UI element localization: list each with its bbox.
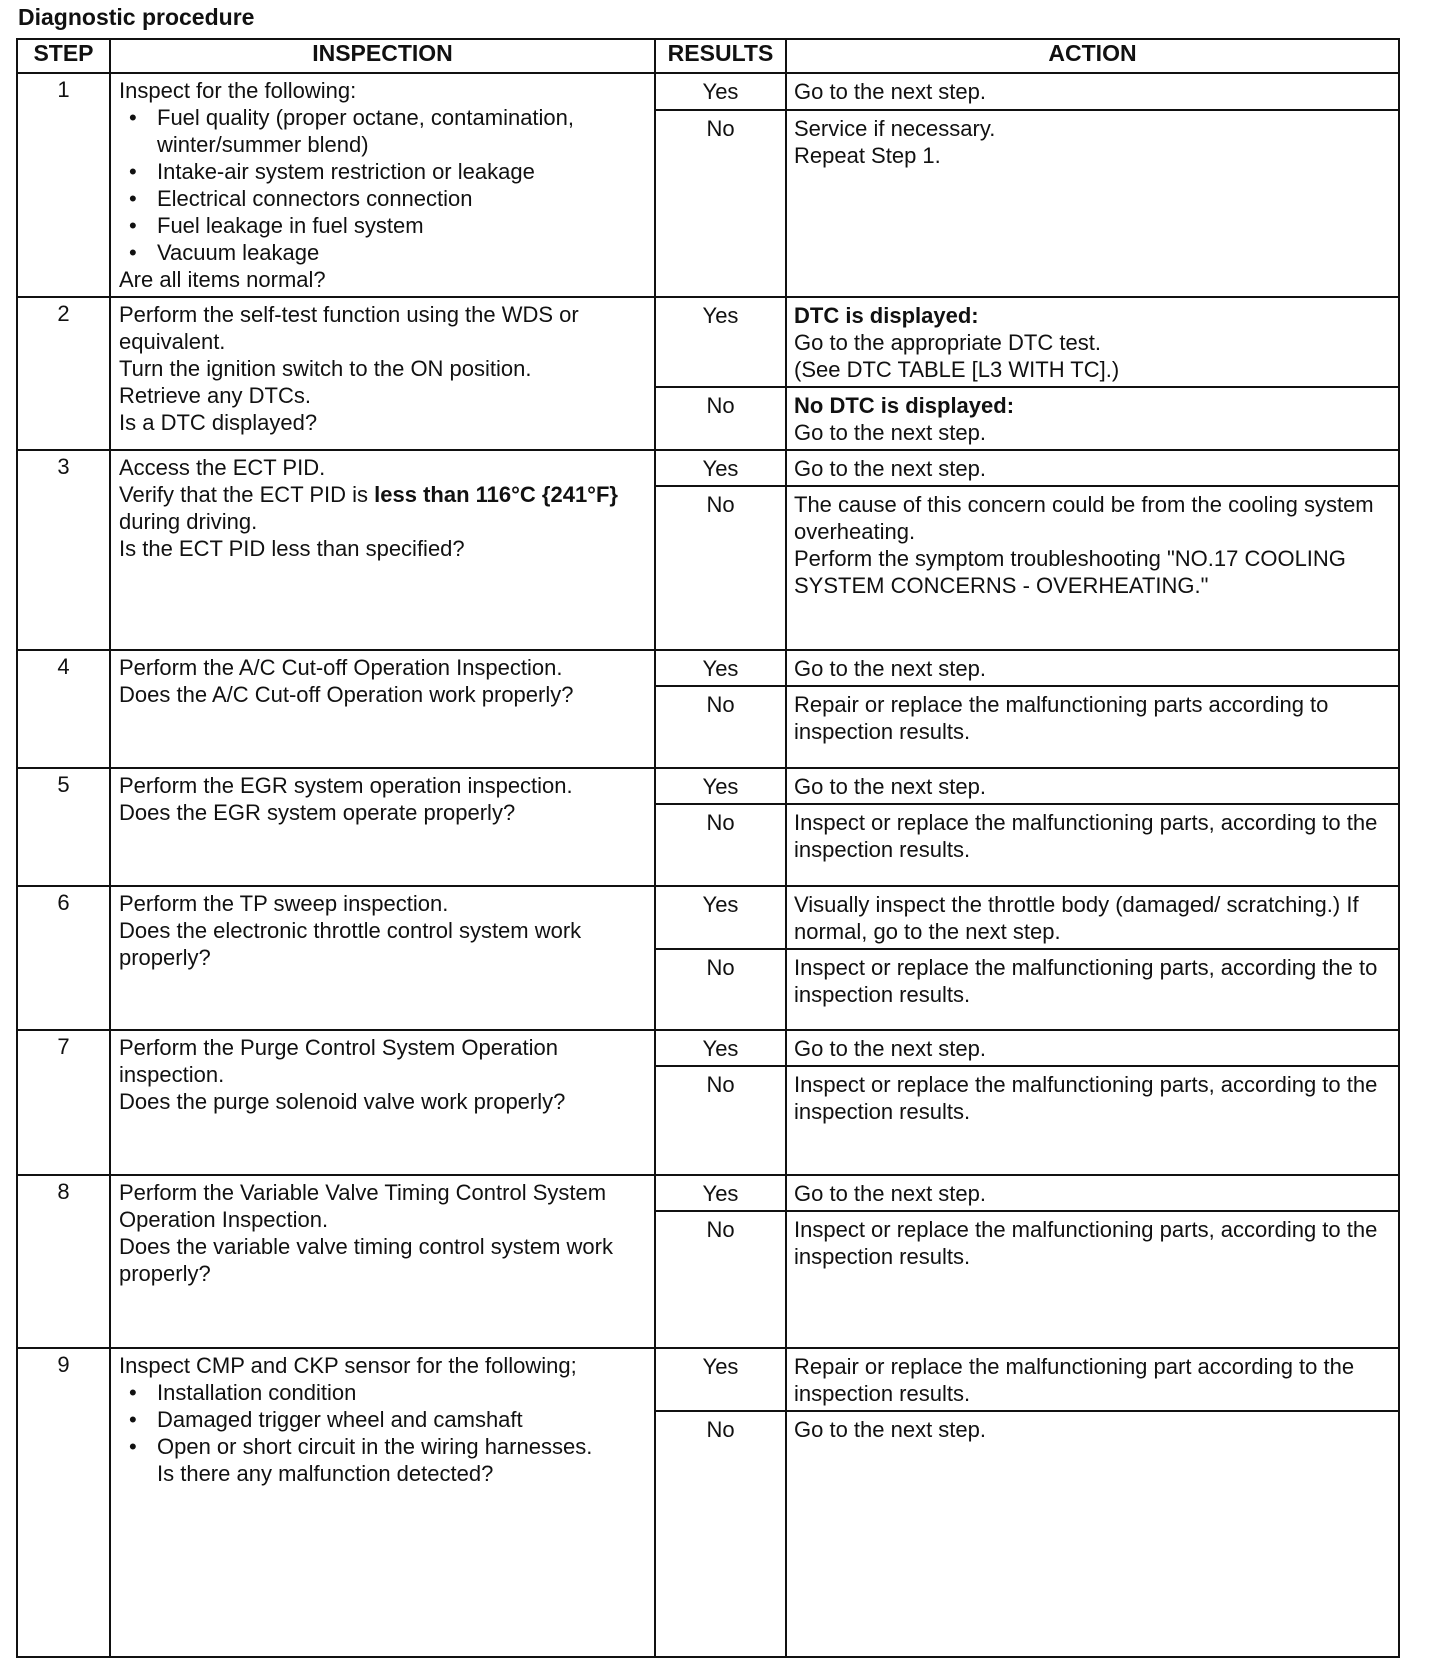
action-no bbox=[786, 486, 1399, 650]
inspection-text: Inspect for the following: bbox=[119, 78, 357, 103]
bullet-item: • Fuel leakage in fuel system bbox=[119, 212, 648, 239]
action-yes bbox=[786, 650, 1399, 686]
action-text: (See DTC TABLE [L3 WITH TC].) bbox=[794, 357, 1120, 382]
inspection-question: Does the purge solenoid valve work properly? bbox=[119, 1089, 566, 1114]
header-row bbox=[17, 39, 1399, 73]
inspection-question: Does the electronic throttle control system work properly? bbox=[119, 918, 582, 970]
action-text: Inspect or replace the malfunctioning parts, according the to inspection results. bbox=[794, 955, 1378, 1007]
result-no: No bbox=[655, 949, 786, 1030]
action-no bbox=[786, 1066, 1399, 1175]
action-no bbox=[786, 387, 1399, 450]
step-number: 5 bbox=[17, 768, 110, 886]
action-text: Go to the next step. bbox=[794, 420, 987, 445]
action-no bbox=[786, 110, 1399, 297]
inspection-text: Perform the EGR system operation inspection. bbox=[119, 773, 573, 798]
inspection-cell bbox=[110, 450, 655, 650]
table-row bbox=[17, 450, 1399, 486]
step-number: 9 bbox=[17, 1348, 110, 1657]
action-text: Inspect or replace the malfunctioning parts, according to the inspection results. bbox=[794, 810, 1378, 862]
action-text: Perform the symptom troubleshooting "NO.17 COOLING SYSTEM CONCERNS - OVERHEATING." bbox=[794, 546, 1346, 598]
action-yes bbox=[786, 73, 1399, 110]
inspection-cell bbox=[110, 1030, 655, 1175]
action-yes bbox=[786, 1348, 1399, 1411]
table-row bbox=[17, 886, 1399, 949]
action-text: Inspect or replace the malfunctioning parts, according to the inspection results. bbox=[794, 1217, 1378, 1269]
action-heading: No DTC is displayed: bbox=[794, 393, 1015, 418]
bullet-item: • Electrical connectors connection bbox=[119, 185, 648, 212]
action-yes bbox=[786, 1175, 1399, 1211]
action-heading: DTC is displayed: bbox=[794, 303, 979, 328]
inspection-cell bbox=[110, 73, 655, 297]
action-text: Visually inspect the throttle body (damaged/ scratching.) If normal, go to the next step. bbox=[794, 892, 1359, 944]
action-yes bbox=[786, 450, 1399, 486]
bullet-item: • Fuel quality (proper octane, contamination, winter/summer blend) bbox=[119, 104, 648, 158]
result-yes: Yes bbox=[655, 650, 786, 686]
inspection-text: Inspect CMP and CKP sensor for the following; bbox=[119, 1353, 577, 1378]
inspection-question: Is a DTC displayed? bbox=[119, 410, 318, 435]
action-text: Service if necessary. bbox=[794, 116, 996, 142]
page-title: Diagnostic procedure bbox=[18, 4, 255, 30]
inspection-cell bbox=[110, 297, 655, 450]
action-no bbox=[786, 804, 1399, 886]
table-row bbox=[17, 768, 1399, 804]
header-action: ACTION bbox=[786, 39, 1399, 73]
step-number: 4 bbox=[17, 650, 110, 768]
inspection-text: Perform the Variable Valve Timing Control System Operation Inspection. bbox=[119, 1180, 607, 1232]
action-yes bbox=[786, 297, 1399, 387]
action-text: Go to the next step. bbox=[794, 456, 987, 481]
action-text: Go to the next step. bbox=[794, 1181, 987, 1206]
result-no: No bbox=[655, 110, 786, 297]
action-no bbox=[786, 686, 1399, 768]
inspection-cell bbox=[110, 886, 655, 1030]
table-row bbox=[17, 297, 1399, 387]
inspection-text: Perform the TP sweep inspection. bbox=[119, 891, 449, 916]
action-text: Go to the appropriate DTC test. bbox=[794, 330, 1101, 355]
bullet-item: • Installation condition bbox=[119, 1379, 648, 1406]
action-text: Repair or replace the malfunctioning part according to the inspection results. bbox=[794, 1354, 1355, 1406]
action-yes bbox=[786, 768, 1399, 804]
table-row bbox=[17, 1175, 1399, 1211]
header-inspection: INSPECTION bbox=[110, 39, 655, 73]
result-yes: Yes bbox=[655, 768, 786, 804]
result-no: No bbox=[655, 486, 786, 650]
result-yes: Yes bbox=[655, 886, 786, 949]
inspection-question: Is the ECT PID less than specified? bbox=[119, 536, 465, 561]
result-no: No bbox=[655, 686, 786, 768]
header-step: STEP bbox=[17, 39, 110, 73]
step-number: 8 bbox=[17, 1175, 110, 1348]
inspection-question: Does the EGR system operate properly? bbox=[119, 800, 516, 825]
inspection-bullets bbox=[119, 104, 648, 266]
step-number: 3 bbox=[17, 450, 110, 650]
inspection-text: Perform the Purge Control System Operation inspection. bbox=[119, 1035, 558, 1087]
action-text: Go to the next step. bbox=[794, 1036, 987, 1061]
bullet-item: • Damaged trigger wheel and camshaft bbox=[119, 1406, 648, 1433]
result-yes: Yes bbox=[655, 1175, 786, 1211]
bullet-item: • Intake-air system restriction or leakage bbox=[119, 158, 648, 185]
inspection-cell bbox=[110, 650, 655, 768]
step-number: 1 bbox=[17, 73, 110, 297]
action-text: Go to the next step. bbox=[794, 1417, 987, 1442]
result-yes: Yes bbox=[655, 297, 786, 387]
result-no: No bbox=[655, 804, 786, 886]
result-no: No bbox=[655, 1066, 786, 1175]
action-no bbox=[786, 949, 1399, 1030]
diagnostic-table bbox=[16, 38, 1400, 1658]
result-yes: Yes bbox=[655, 450, 786, 486]
action-text: Repeat Step 1. bbox=[794, 143, 941, 169]
action-text: Go to the next step. bbox=[794, 656, 987, 681]
action-text: Inspect or replace the malfunctioning parts, according to the inspection results. bbox=[794, 1072, 1378, 1124]
inspection-text: Access the ECT PID. bbox=[119, 455, 326, 480]
action-text: The cause of this concern could be from the cooling system overheating. bbox=[794, 492, 1374, 544]
action-yes bbox=[786, 886, 1399, 949]
inspection-question: Are all items normal? bbox=[119, 267, 326, 292]
inspection-text: Turn the ignition switch to the ON position. bbox=[119, 356, 532, 381]
inspection-cell bbox=[110, 768, 655, 886]
inspection-cell bbox=[110, 1348, 655, 1657]
result-no: No bbox=[655, 1211, 786, 1348]
ect-limit: less than 116°C {241°F} bbox=[374, 482, 618, 507]
table-row bbox=[17, 1348, 1399, 1411]
inspection-text-part: Verify that the ECT PID is bbox=[119, 482, 375, 507]
result-yes: Yes bbox=[655, 1030, 786, 1066]
inspection-text: Retrieve any DTCs. bbox=[119, 383, 311, 408]
result-no: No bbox=[655, 387, 786, 450]
inspection-text: Perform the A/C Cut-off Operation Inspection. bbox=[119, 655, 563, 680]
bullet-item: • Vacuum leakage bbox=[119, 239, 648, 266]
action-text: Go to the next step. bbox=[794, 79, 987, 104]
step-number: 6 bbox=[17, 886, 110, 1030]
bullet-item: • Open or short circuit in the wiring harnesses. bbox=[119, 1433, 648, 1460]
header-results: RESULTS bbox=[655, 39, 786, 73]
action-yes bbox=[786, 1030, 1399, 1066]
result-yes: Yes bbox=[655, 73, 786, 110]
step-number: 2 bbox=[17, 297, 110, 450]
result-no: No bbox=[655, 1411, 786, 1657]
inspection-text-part: during driving. bbox=[119, 509, 258, 534]
action-no bbox=[786, 1211, 1399, 1348]
action-text: Go to the next step. bbox=[794, 774, 987, 799]
table-row bbox=[17, 73, 1399, 110]
result-yes: Yes bbox=[655, 1348, 786, 1411]
action-no bbox=[786, 1411, 1399, 1657]
table-row bbox=[17, 650, 1399, 686]
table-row bbox=[17, 1030, 1399, 1066]
inspection-question: Is there any malfunction detected? bbox=[157, 1461, 494, 1486]
inspection-bullets bbox=[119, 1379, 648, 1460]
inspection-cell bbox=[110, 1175, 655, 1348]
inspection-question: Does the variable valve timing control system work properly? bbox=[119, 1234, 613, 1286]
step-number: 7 bbox=[17, 1030, 110, 1175]
action-text: Repair or replace the malfunctioning parts according to inspection results. bbox=[794, 692, 1329, 744]
inspection-text bbox=[119, 481, 648, 535]
inspection-question: Does the A/C Cut-off Operation work properly? bbox=[119, 682, 574, 707]
inspection-text: Perform the self-test function using the WDS or equivalent. bbox=[119, 302, 579, 354]
